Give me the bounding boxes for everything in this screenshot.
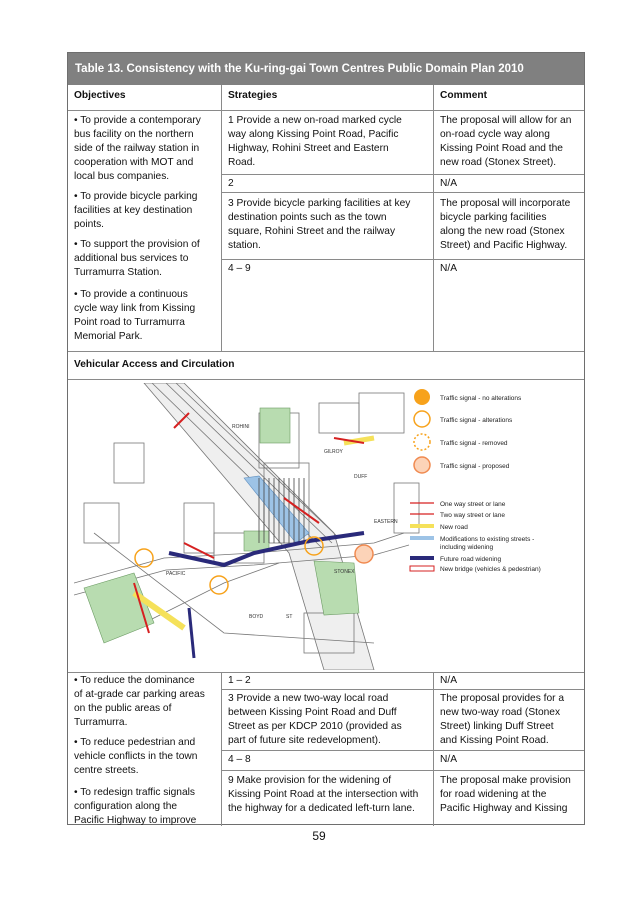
legend-label: Traffic signal - proposed — [440, 463, 510, 470]
legend-label: including widening — [440, 544, 494, 551]
comment-line: Pacific Highway and Kissing — [440, 803, 568, 814]
objective-line: Turramurra Station. — [74, 267, 162, 278]
strategy-line: Kissing Point Road at the intersection with — [228, 789, 419, 800]
strategy-line: 2 — [228, 178, 234, 189]
green-space — [260, 408, 290, 443]
street-label: DUFF — [354, 474, 368, 480]
comment-line: N/A — [440, 754, 457, 765]
col-divider-2 — [433, 85, 434, 351]
objective-line: local bus companies. — [74, 171, 170, 182]
objective-line: centre streets. — [74, 765, 139, 776]
header-strategies: Strategies — [228, 90, 278, 101]
comment-line: The proposal provides for a — [440, 693, 565, 704]
legend-label: New road — [440, 524, 468, 531]
legend-label: Traffic signal - no alterations — [440, 395, 522, 402]
strategy-line: Street as per KDCP 2010 (provided as — [228, 721, 402, 732]
strategy-line: between Kissing Point Road and Duff — [228, 707, 397, 718]
page-number: 59 — [312, 829, 326, 843]
objective-line: cycle way link from Kissing — [74, 303, 196, 314]
legend-icon-signal-no-alterations — [414, 389, 430, 405]
legend-label: Future road widening — [440, 556, 502, 563]
objective-line: bus facility on the northern — [74, 129, 194, 140]
comment-line: Street) and Pacific Highway. — [440, 240, 568, 251]
objective-line: on the public areas of — [74, 703, 172, 714]
legend-label: One way street or lane — [440, 501, 506, 508]
comment-line: and Kissing Point Road. — [440, 735, 549, 746]
objective-line: • To support the provision of — [74, 239, 200, 250]
objective-line: Turramurra. — [74, 717, 128, 728]
comment-line: on-road cycle way along — [440, 129, 550, 140]
objective-line: • To reduce the dominance — [74, 675, 195, 686]
comment-line: new two-way road (Stonex — [440, 707, 561, 718]
header-objectives: Objectives — [74, 90, 126, 101]
objective-line: vehicle conflicts in the town — [74, 751, 198, 762]
strategy-line: 1 – 2 — [228, 675, 251, 686]
objective-line: Memorial Park. — [74, 331, 143, 342]
legend-label: Modifications to existing streets - — [440, 536, 535, 543]
street-label: STONEX — [334, 569, 355, 575]
strategy-line: 4 – 9 — [228, 263, 251, 274]
site-map — [74, 383, 580, 670]
objective-line: Pacific Highway to improve — [74, 815, 197, 826]
strategy-line: 3 Provide a new two-way local road — [228, 693, 389, 704]
objective-line: configuration along the — [74, 801, 178, 812]
street-label: BOYD — [249, 614, 264, 620]
objective-line: additional bus services to — [74, 253, 189, 264]
strategy-line: 1 Provide a new on-road marked cycle — [228, 115, 402, 126]
objective-line: Point road to Turramurra — [74, 317, 185, 328]
legend-label: Traffic signal - removed — [440, 440, 508, 447]
consistency-table — [67, 52, 585, 825]
strategy-line: Highway, Rohini Street and Eastern — [228, 143, 389, 154]
green-space — [244, 531, 269, 551]
objective-line: facilities at key destination — [74, 205, 193, 216]
strategy-line: 4 – 8 — [228, 754, 251, 765]
strategy-line: square, Rohini Street and the railway — [228, 226, 396, 237]
street-label: ST — [286, 614, 293, 620]
comment-line: Kissing Point Road and the — [440, 143, 563, 154]
header-comment: Comment — [440, 90, 487, 101]
strategy-line: way along Kissing Point Road, Pacific — [228, 129, 399, 140]
street-label: EASTERN — [374, 519, 398, 525]
strategy-line: part of future site redevelopment). — [228, 735, 381, 746]
legend-label: Traffic signal - alterations — [440, 417, 513, 424]
objective-line: points. — [74, 219, 105, 230]
street-label: ROHINI — [232, 424, 250, 430]
strategy-line: Road. — [228, 157, 256, 168]
comment-line: new road (Stonex Street). — [440, 157, 557, 168]
comment-line: N/A — [440, 178, 457, 189]
comment-line: Street) linking Duff Street — [440, 721, 554, 732]
legend-label: Two way street or lane — [440, 512, 506, 519]
objective-line: • To provide a continuous — [74, 289, 188, 300]
strategy-line: the highway for a dedicated left-turn lane. — [228, 803, 415, 814]
comment-line: bicycle parking facilities — [440, 212, 547, 223]
signal-proposed — [355, 545, 373, 563]
strategy-line: 9 Make provision for the widening of — [228, 775, 392, 786]
strategy-line: station. — [228, 240, 261, 251]
strategy-line: 3 Provide bicycle parking facilities at key — [228, 198, 411, 209]
objective-line: • To reduce pedestrian and — [74, 737, 196, 748]
street-label: PACIFIC — [166, 571, 186, 577]
strategy-line: destination points such as the town — [228, 212, 387, 223]
objective-line: • To provide bicycle parking — [74, 191, 198, 202]
objective-line: cooperation with MOT and — [74, 157, 194, 168]
comment-line: The proposal will allow for an — [440, 115, 572, 126]
comment-line: The proposal make provision — [440, 775, 571, 786]
objective-line: of at-grade car parking areas — [74, 689, 205, 700]
col-divider-1 — [221, 85, 222, 351]
comment-line: for road widening at the — [440, 789, 547, 800]
legend-icon-signal-proposed — [414, 457, 430, 473]
legend-label: New bridge (vehicles & pedestrian) — [440, 566, 541, 573]
objective-line: • To provide a contemporary — [74, 115, 201, 126]
comment-line: N/A — [440, 675, 457, 686]
section-title: Vehicular Access and Circulation — [74, 359, 235, 370]
objective-line: side of the railway station in — [74, 143, 200, 154]
comment-line: The proposal will incorporate — [440, 198, 571, 209]
comment-line: N/A — [440, 263, 457, 274]
street-label: GILROY — [324, 449, 343, 455]
comment-line: along the new road (Stonex — [440, 226, 565, 237]
objective-line: • To redesign traffic signals — [74, 787, 195, 798]
table-title: Table 13. Consistency with the Ku-ring-gai Town Centres Public Domain Plan 2010 — [68, 53, 584, 85]
